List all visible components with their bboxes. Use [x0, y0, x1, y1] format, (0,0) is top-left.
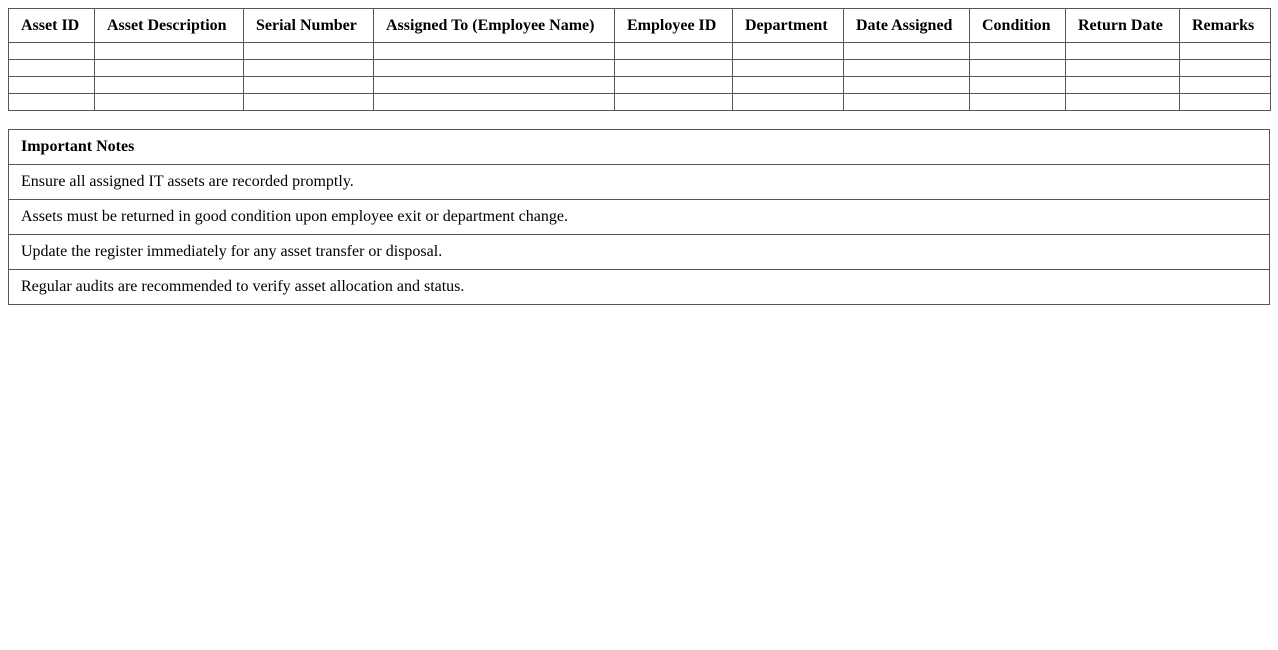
table-cell[interactable]	[1180, 77, 1271, 94]
table-cell[interactable]	[844, 43, 970, 60]
column-header-asset-id: Asset ID	[9, 9, 95, 43]
table-cell[interactable]	[733, 77, 844, 94]
note-row	[9, 165, 1270, 200]
table-row	[9, 60, 1271, 77]
table-cell[interactable]	[95, 60, 244, 77]
column-header-asset-description: Asset Description	[95, 9, 244, 43]
table-cell[interactable]	[970, 43, 1066, 60]
table-cell[interactable]	[615, 77, 733, 94]
table-row	[9, 94, 1271, 111]
table-cell[interactable]	[615, 60, 733, 77]
column-header-serial-number: Serial Number	[244, 9, 374, 43]
table-cell[interactable]	[615, 94, 733, 111]
table-cell[interactable]	[95, 94, 244, 111]
note-row	[9, 270, 1270, 305]
table-cell[interactable]	[374, 43, 615, 60]
column-header-department: Department	[733, 9, 844, 43]
notes-title: Important Notes	[9, 130, 1270, 165]
important-notes-table	[8, 129, 1270, 305]
asset-register-table	[8, 8, 1271, 111]
column-header-date-assigned: Date Assigned	[844, 9, 970, 43]
table-cell[interactable]	[244, 94, 374, 111]
column-header-assigned-to: Assigned To (Employee Name)	[374, 9, 615, 43]
table-cell[interactable]	[1066, 43, 1180, 60]
table-cell[interactable]	[95, 43, 244, 60]
table-cell[interactable]	[733, 94, 844, 111]
table-cell[interactable]	[844, 60, 970, 77]
note-row	[9, 200, 1270, 235]
column-header-employee-id: Employee ID	[615, 9, 733, 43]
note-row	[9, 235, 1270, 270]
table-cell[interactable]	[844, 94, 970, 111]
table-cell[interactable]	[9, 60, 95, 77]
table-cell[interactable]	[970, 77, 1066, 94]
table-row	[9, 77, 1271, 94]
column-header-condition: Condition	[970, 9, 1066, 43]
column-header-remarks: Remarks	[1180, 9, 1271, 43]
table-cell[interactable]	[374, 94, 615, 111]
table-cell[interactable]	[1180, 43, 1271, 60]
table-cell[interactable]	[95, 77, 244, 94]
table-cell[interactable]	[970, 60, 1066, 77]
table-cell[interactable]	[244, 60, 374, 77]
table-cell[interactable]	[733, 60, 844, 77]
notes-header-row	[9, 130, 1270, 165]
table-cell[interactable]	[615, 43, 733, 60]
note-item: Update the register immediately for any asset transfer or disposal.	[9, 235, 1270, 270]
table-cell[interactable]	[374, 77, 615, 94]
table-cell[interactable]	[244, 43, 374, 60]
table-cell[interactable]	[374, 60, 615, 77]
table-cell[interactable]	[844, 77, 970, 94]
table-cell[interactable]	[9, 43, 95, 60]
table-header-row	[9, 9, 1271, 43]
note-item: Regular audits are recommended to verify asset allocation and status.	[9, 270, 1270, 305]
table-cell[interactable]	[1066, 77, 1180, 94]
column-header-return-date: Return Date	[1066, 9, 1180, 43]
table-cell[interactable]	[733, 43, 844, 60]
table-cell[interactable]	[1180, 60, 1271, 77]
table-cell[interactable]	[1066, 60, 1180, 77]
table-cell[interactable]	[244, 77, 374, 94]
table-cell[interactable]	[1066, 94, 1180, 111]
table-cell[interactable]	[970, 94, 1066, 111]
table-cell[interactable]	[9, 77, 95, 94]
table-cell[interactable]	[9, 94, 95, 111]
table-cell[interactable]	[1180, 94, 1271, 111]
table-row	[9, 43, 1271, 60]
note-item: Ensure all assigned IT assets are recorded promptly.	[9, 165, 1270, 200]
note-item: Assets must be returned in good condition upon employee exit or department change.	[9, 200, 1270, 235]
document-page	[0, 0, 1278, 305]
